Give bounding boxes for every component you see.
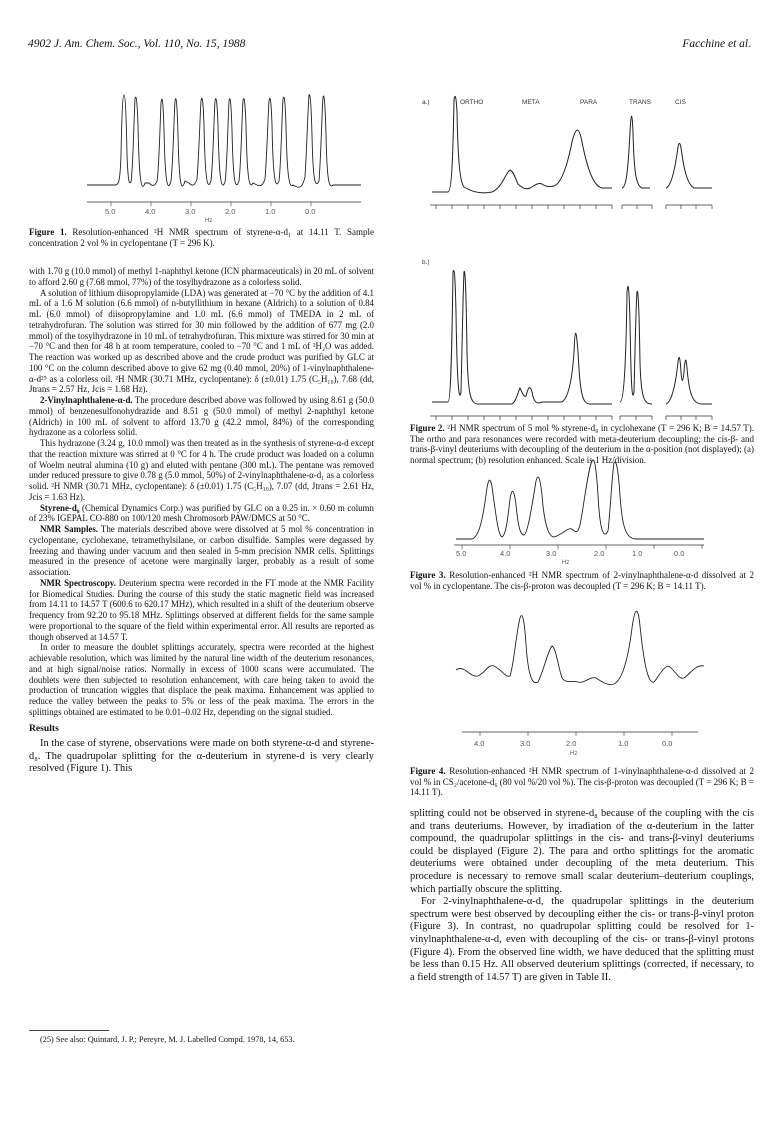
figure-2-caption-text: ²H NMR spectrum of 5 mol % styrene-d₈ in cyclohexane (T = 296 K; B = 14.57 T). The ortho and para resonances were recorded with meta-deuterium decoupling; the cis-β- and trans-β-vinyl deuteriums with decoupling of the deuterium in the α-position (not displayed); (a) normal spectrum; (b) resolution enhanced. Scale is 1 Hz/division. (410, 423, 754, 465)
paragraph: In order to measure the doublet splittings accurately, spectra were recorded at the highest achievable resolution, which was limited by the natural line width of the deuterium resonances, and at high signal/noise ratios. Normally in excess of 1000 scans were accumulated. The doublets were then subjected to resolution enhancement, with care being taken to avoid the production of truncation wiggles that displace the peak maxima. Enhancement was applied to reduce the valley between the peaks to 5% or less of the peak maxima. The errors in the splittings obtained are estimated to be 0.01–0.02 Hz, depending on the signal studied. (29, 642, 374, 717)
paragraph: splitting could not be observed in styrene-d₈ because of the coupling with the cis and trans deuteriums. However, by irradiation of the α-deuterium in the latter compound, the quadrupolar splittings in the cis- and trans-β-vinyl deuteriums could be displayed (Figure 2). The para and ortho splittings for the aromatic deuteriums were obtained under decoupling of the meta deuterium. This procedure is necessary to remove small scalar deuterium–deuterium couplings, which partially obscure the splitting. (410, 808, 754, 895)
figure-1-caption-text: Resolution-enhanced ²H NMR spectrum of styrene-α-d₁ at 14.11 T. Sample concentration 2 vol % in cyclopentane (T = 296 K). (29, 227, 374, 248)
fig4-tick: 4.0 (474, 739, 485, 748)
fig1-tick: 4.0 (145, 207, 156, 216)
fig3-tick: 4.0 (500, 549, 511, 558)
fig1-tick: 1.0 (265, 207, 276, 216)
fig3-tick: 3.0 (546, 549, 557, 558)
fig2-label-para: PARA (580, 99, 598, 106)
running-header-left: 4902 J. Am. Chem. Soc., Vol. 110, No. 15, 1988 (28, 38, 246, 50)
figure-1-caption (29, 227, 374, 248)
fig2-label-cis: CIS (675, 99, 686, 106)
paragraph: The materials described above were dissolved at 5 mol % concentration in cyclopentane, cyclohexane, tetramethylsilane, or carbon disulfide. Samples were degassed by freezing and thawing under vacuum and then sealed in 5-mm precision NMR cells. Splittings measured in the presence of acetone were marginally larger, probably as a result of some association. (29, 524, 374, 577)
paragraph: with 1.70 g (10.0 mmol) of methyl 1-naphthyl ketone (ICN pharmaceuticals) in 20 mL of solvent to afford 2.60 g (7.68 mmol, 77%) of the tosylhydrazone as a colorless solid. (29, 266, 374, 287)
section-heading-results: Results (29, 722, 59, 734)
fig1-tick: 0.0 (305, 207, 316, 216)
fig3-tick: 2.0 (594, 549, 605, 558)
paragraph: This hydrazone (3.24 g, 10.0 mmol) was then treated as in the synthesis of styrene-α-d except that the reaction mixture was stirred at 0 °C for 4 h. The crude product was loaded on a column of Woelm neutral alumina (10 g) and eluted with pentane (300 mL). The pentane was removed under reduced pressure to give 0.78 g (5.0 mmol, 50%) of 2-vinylnaphthalene-α-d₁ as a colorless solid. ²H NMR (30.71 MHz, cyclopentane): δ (±0.01) 1.75 (C₅H₁₀), 7.07 (dd, Jtrans = 2.61 Hz, Jcis = 1.63 Hz). (29, 438, 374, 502)
fig2-label-trans: TRANS (629, 99, 652, 106)
paragraph-heading: NMR Samples. (40, 524, 99, 534)
paragraph-heading: NMR Spectroscopy. (40, 577, 116, 588)
footnote-rule (29, 1030, 109, 1031)
fig4-unit: Hz (570, 751, 578, 757)
fig2-panel-b-label: b.) (422, 259, 430, 266)
fig2-panel-a-label: a.) (422, 99, 430, 106)
paragraph: Deuterium spectra were recorded in the FT mode at the NMR Facility for Biomedical Studies. During the course of this study the static magnetic field was increased from 14.11 to 14.57 T (600.6 to 620.17 MHz), which resulted in a shift of the deuterium observe frequency from 92.20 to 95.18 MHz. Splittings observed at different fields for the same sample were proportional to the square of the field within experimental error. All results are reported as though observed at 14.57 T. (29, 577, 374, 642)
figure-3-caption (410, 570, 754, 591)
paragraph: A solution of lithium diisopropylamide (LDA) was generated at −70 °C by the addition of 4.1 mL of a 1.6 M solution (6.6 mmol) of n-butyllithium in hexane (Aldrich) to a solution of 0.84 mL (6.0 mmol) of diisopropylamine and 1.0 mL (6.6 mmol) of TMEDA in 2 mL of tetrahydrofuran. The solution was stirred for 30 min followed by the addition of 677 mg (2.0 mmol) of the tosylhydrazone in 10 mL of tetrahydrofuran. This mixture was stirred for 30 min at −70 °C and then for 48 h at room temperature, cooled to −70 °C and 1 mL of ²H₂O was added. The reaction was worked up as described above and the crude product was purified by GLC at 100 °C on the column described above to give 62 mg (0.40 mmol, 20%) of 1-vinylnaphthalene-α-d²⁵ as a colorless oil. ²H NMR (30.71 MHz, cyclopentane): δ (±0.01) 1.75 (C₅H₁₀), 7.68 (dd, Jtrans = 2.57 Hz, Jcis = 1.68 Hz). (29, 287, 374, 395)
paragraph: For 2-vinylnaphthalene-α-d, the quadrupolar splittings in the deuterium spectrum were best observed by decoupling either the cis- or trans-β-vinyl proton (Figure 3). In contrast, no quadrupolar splitting could be resolved for 1-vinylnaphthalene-α-d, even with decoupling of the cis- or trans-β-vinyl protons (Figure 4). From the observed line width, we have deduced that the splitting must be less than 0.15 Hz. All observed deuterium splittings (corrected, if necessary, to a field strength of 14.57 T) are given in Table II. (410, 896, 754, 983)
figure-4-caption-text: Resolution-enhanced ²H NMR spectrum of 1-vinylnaphthalene-α-d dissolved at 2 vol % in CS₂/acetone-d₆ (80 vol %/20 vol %). The cis-β-proton was decoupled (T = 296 K; B = 14.11 T). (410, 766, 754, 798)
fig4-tick: 2.0 (566, 739, 577, 748)
fig3-tick: 5.0 (456, 549, 467, 558)
paragraph-heading: 2-Vinylnaphthalene-α-d. (40, 395, 133, 405)
fig1-tick: 2.0 (225, 207, 236, 216)
figure-4-label: Figure 4. (410, 766, 446, 776)
fig2-label-meta: META (522, 99, 540, 106)
figure-2-spectra (422, 92, 742, 422)
fig2-label-ortho: ORTHO (460, 99, 484, 106)
figure-3-spectrum (452, 455, 708, 565)
fig1-tick: 3.0 (185, 207, 196, 216)
figure-3-caption-text: Resolution-enhanced ²H NMR spectrum of 2-vinylnaphthalene-α-d dissolved at 2 vol % in cyclopentane. The cis-β-proton was decoupled (T = 296 K; B = 14.11 T). (410, 570, 754, 591)
figure-1-spectrum (85, 85, 365, 225)
paragraph: In the case of styrene, observations were made on both styrene-α-d and styrene-d₈. The quadrupolar splitting for the α-deuterium in styrene-d is very clearly resolved (Figure 1). This (29, 738, 374, 775)
fig4-tick: 0.0 (662, 739, 673, 748)
figure-4-spectrum (452, 604, 712, 774)
paragraph: (Chemical Dynamics Corp.) was purified by GLC on a 0.25 in. × 0.60 m column of 23% IGEPAL CO-880 on 100/120 mesh Chromosorb PAW/DMCS at 50 °C. (29, 502, 374, 524)
fig1-tick: 5.0 (105, 207, 116, 216)
figure-4-caption (410, 766, 754, 798)
fig3-tick: 1.0 (632, 549, 643, 558)
footnote (29, 1035, 374, 1045)
paragraph: The procedure described above was followed by using 8.61 g (50.0 mmol) of benzenesulfonohydrazide and 8.51 g (50.0 mmol) of methyl 2-naphthyl ketone (Aldrich) in 100 mL of solvent to afford 13.70 g (42.2 mmol, 84%) of the corresponding hydrazone as a colorless solid. (29, 395, 374, 438)
fig3-unit: Hz (562, 560, 570, 566)
fig3-tick: 0.0 (674, 549, 685, 558)
figure-1-label: Figure 1. (29, 227, 67, 237)
figure-2-label: Figure 2. (410, 423, 445, 433)
fig4-tick: 3.0 (520, 739, 531, 748)
paragraph-heading: Styrene-d₈ (40, 502, 80, 513)
fig4-tick: 1.0 (618, 739, 629, 748)
fig1-unit: Hz (205, 218, 213, 224)
footnote-text: (25) See also: Quintard, J. P.; Pereyre, M. J. Labelled Compd. 1978, 14, 653. (40, 1035, 295, 1044)
running-header-right: Facchine et al. (682, 38, 751, 50)
left-column (29, 266, 374, 776)
right-column (410, 808, 754, 984)
figure-3-label: Figure 3. (410, 570, 446, 580)
